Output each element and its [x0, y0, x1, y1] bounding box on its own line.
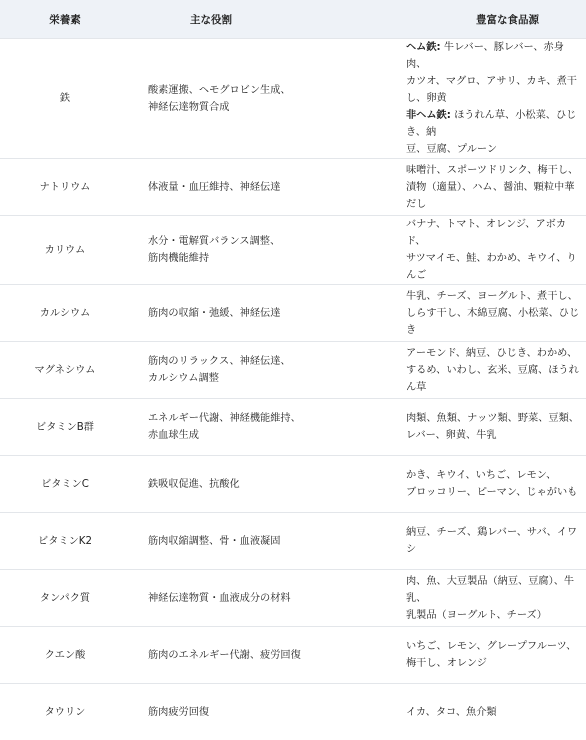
role-line: エネルギー代謝、神経機能維持、 [148, 410, 394, 427]
food-line: 乳製品（ヨーグルト、チーズ） [406, 607, 580, 624]
food-line: 味噌汁、スポーツドリンク、梅干し、 [406, 162, 580, 179]
nonheme-iron-foods-2: 豆、豆腐、プルーン [406, 141, 580, 158]
nutrient-name: カルシウム [0, 285, 130, 342]
nutrient-role [130, 456, 394, 513]
food-line: 牛乳、チーズ、ヨーグルト、煮干し、 [406, 288, 580, 305]
nutrient-foods [394, 684, 586, 740]
food-line: 漬物（適量）、ハム、醤油、顆粒中華だし [406, 179, 580, 213]
role-line: 筋肉収縮調整、骨・血液凝固 [148, 533, 394, 550]
food-line: イカ、タコ、魚介類 [406, 704, 580, 721]
role-line: 赤血球生成 [148, 427, 394, 444]
header-row [0, 0, 586, 39]
food-line: いちご、レモン、グレープフルーツ、 [406, 638, 580, 655]
nutrient-name: ビタミンB群 [0, 399, 130, 456]
header-nutrient: 栄養素 [0, 0, 130, 39]
nutrient-foods [394, 159, 586, 216]
role-line: カルシウム調整 [148, 370, 394, 387]
role-line: 神経伝達物質・血液成分の材料 [148, 590, 394, 607]
table-row [0, 342, 586, 399]
nutrient-name: 鉄 [0, 39, 130, 159]
nutrient-role [130, 513, 394, 570]
food-line: かき、キウイ、いちご、レモン、 [406, 467, 580, 484]
food-line: アーモンド、納豆、ひじき、わかめ、 [406, 345, 580, 362]
nutrient-foods [394, 627, 586, 684]
nutrient-role [130, 39, 394, 159]
food-line: サツマイモ、鮭、わかめ、キウイ、りんご [406, 250, 580, 284]
nutrient-foods [394, 570, 586, 627]
nutrient-name: タンパク質 [0, 570, 130, 627]
nutrient-name: ナトリウム [0, 159, 130, 216]
header-foods: 豊富な食品源 [394, 0, 586, 39]
nutrient-foods [394, 285, 586, 342]
nutrient-name: ビタミンC [0, 456, 130, 513]
table-row [0, 627, 586, 684]
nutrient-foods [394, 399, 586, 456]
nutrient-foods [394, 456, 586, 513]
nutrient-role [130, 399, 394, 456]
nutrient-name: ビタミンK2 [0, 513, 130, 570]
food-line: バナナ、トマト、オレンジ、アボカド、 [406, 216, 580, 250]
header-role: 主な役割 [130, 0, 394, 39]
role-line: 筋肉のエネルギー代謝、疲労回復 [148, 647, 394, 664]
role-line: 筋肉のリラックス、神経伝達、 [148, 353, 394, 370]
nutrient-name: マグネシウム [0, 342, 130, 399]
nutrient-name: クエン酸 [0, 627, 130, 684]
table-row [0, 39, 586, 159]
role-line: 鉄吸収促進、抗酸化 [148, 476, 394, 493]
nutrient-name: カリウム [0, 216, 130, 285]
food-line: しらす干し、木綿豆腐、小松菜、ひじき [406, 305, 580, 339]
food-line: するめ、いわし、玄米、豆腐、ほうれん草 [406, 362, 580, 396]
nutrient-foods [394, 342, 586, 399]
role-line: 水分・電解質バランス調整、 [148, 233, 394, 250]
table-row [0, 456, 586, 513]
nonheme-iron-label: 非ヘム鉄: [406, 110, 451, 121]
food-line: 肉、魚、大豆製品（納豆、豆腐）、牛乳、 [406, 573, 580, 607]
food-line: 納豆、チーズ、鶏レバー、サバ、イワシ [406, 524, 580, 558]
heme-iron-label: ヘム鉄: [406, 42, 441, 53]
table-row [0, 513, 586, 570]
table-row [0, 399, 586, 456]
table-row [0, 684, 586, 740]
food-line: レバー、卵黄、牛乳 [406, 427, 580, 444]
table-row [0, 285, 586, 342]
nutrient-foods [394, 39, 586, 159]
role-line: 筋肉の収縮・弛緩、神経伝達 [148, 305, 394, 322]
nutrient-foods [394, 216, 586, 285]
nutrient-foods [394, 513, 586, 570]
heme-iron-foods-2: カツオ、マグロ、アサリ、カキ、煮干し、卵黄 [406, 73, 580, 107]
heme-iron-foods: 牛レバー、豚レバー、赤身肉、 [406, 42, 564, 70]
food-line: ブロッコリー、ピーマン、じゃがいも [406, 484, 580, 501]
food-line: 肉類、魚類、ナッツ類、野菜、豆類、 [406, 410, 580, 427]
nutrient-role [130, 159, 394, 216]
nutrient-role [130, 285, 394, 342]
nutrient-name: タウリン [0, 684, 130, 740]
role-line: 神経伝達物質合成 [148, 99, 394, 116]
role-line: 筋肉疲労回復 [148, 704, 394, 721]
nonheme-iron-foods: ほうれん草、小松菜、ひじき、納 [406, 110, 576, 138]
nutrient-role [130, 627, 394, 684]
role-line: 体液量・血圧維持、神経伝達 [148, 179, 394, 196]
nutrient-role [130, 342, 394, 399]
nutrient-role [130, 216, 394, 285]
role-line: 酸素運搬、ヘモグロビン生成、 [148, 82, 394, 99]
table-row [0, 570, 586, 627]
nutrient-role [130, 570, 394, 627]
table-row [0, 216, 586, 285]
nutrient-role [130, 684, 394, 740]
role-line: 筋肉機能維持 [148, 250, 394, 267]
food-line: 梅干し、オレンジ [406, 655, 580, 672]
table-row [0, 159, 586, 216]
